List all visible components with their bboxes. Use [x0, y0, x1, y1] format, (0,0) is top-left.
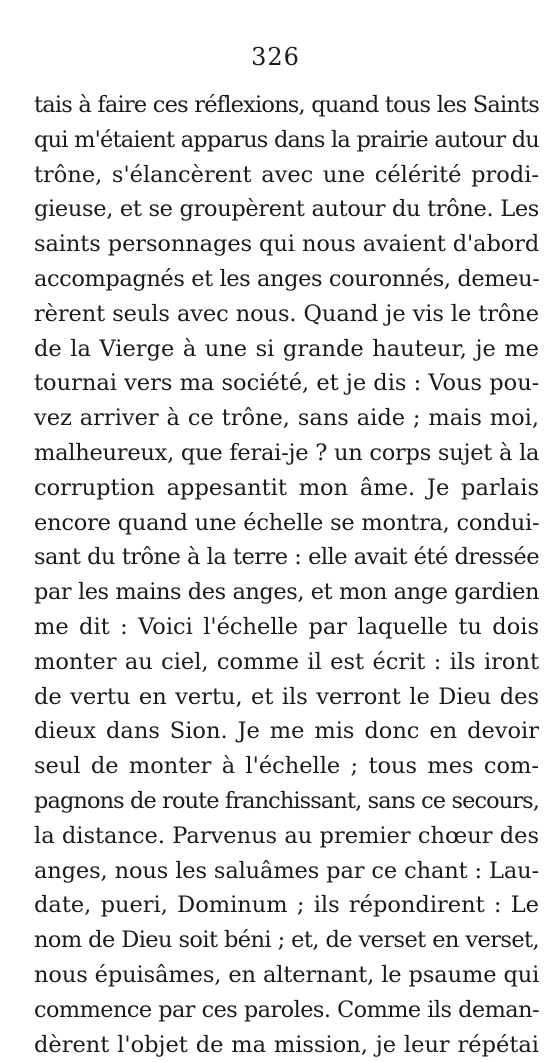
text-line-1: tais à faire ces réflexions, quand tous les Saints [34, 92, 539, 118]
text-line-2: qui m'étaient apparus dans la prairie autour du [34, 126, 539, 153]
text-line-17: monter au ciel, comme il est écrit : ils iront [34, 648, 539, 675]
text-line-20: seul de monter à l'échelle ; tous mes com- [34, 753, 539, 780]
text-line-4: gieuse, et se groupèrent autour du trône. Les [34, 196, 539, 223]
text-line-8: de la Vierge à une si grande hauteur, je me [34, 335, 539, 362]
text-line-26: nous épuisâmes, en alternant, le psaume qui [34, 961, 540, 988]
text-line-13: encore quand une échelle se montra, condui- [34, 509, 540, 536]
text-line-25: nom de Dieu soit béni ; et, de verset en verset, [34, 927, 539, 954]
page-number: 326 [251, 43, 300, 71]
text-line-5: saints personnages qui nous avaient d'abord [34, 231, 540, 258]
body-text [34, 88, 539, 1062]
text-line-12: corruption appesantit mon âme. Je parlais [34, 474, 539, 501]
text-line-14: sant du trône à la terre : elle avait été dressée [34, 544, 539, 571]
text-line-16: me dit : Voici l'échelle par laquelle tu dois [34, 613, 539, 640]
text-line-6: accompagnés et les anges couronnés, demeu- [34, 265, 540, 292]
text-line-28: dèrent l'objet de ma mission, je leur répétai [34, 1031, 539, 1058]
text-line-21: pagnons de route franchissant, sans ce secours, [34, 787, 539, 814]
text-line-15: par les mains des anges, et mon ange gardien [34, 579, 539, 606]
text-line-11: malheureux, que ferai-je ? un corps sujet à la [34, 439, 540, 466]
text-line-24: date, pueri, Dominum ; ils répondirent : Le [34, 892, 539, 919]
text-line-3: trône, s'élancèrent avec une célérité prodi- [34, 161, 539, 188]
text-line-19: dieux dans Sion. Je me mis donc en devoir [34, 718, 539, 745]
text-line-7: rèrent seuls avec nous. Quand je vis le trône [34, 300, 539, 327]
text-line-27: commence par ces paroles. Comme ils deman- [34, 996, 539, 1023]
text-line-18: de vertu en vertu, et ils verront le Dieu des [34, 683, 539, 710]
text-line-10: vez arriver à ce trône, sans aide ; mais moi, [34, 405, 539, 432]
text-line-23: anges, nous les saluâmes par ce chant : Lau- [34, 857, 539, 884]
text-line-9: tournai vers ma société, et je dis : Vous pou- [34, 370, 540, 397]
text-line-22: la distance. Parvenus au premier chœur des [34, 822, 539, 849]
